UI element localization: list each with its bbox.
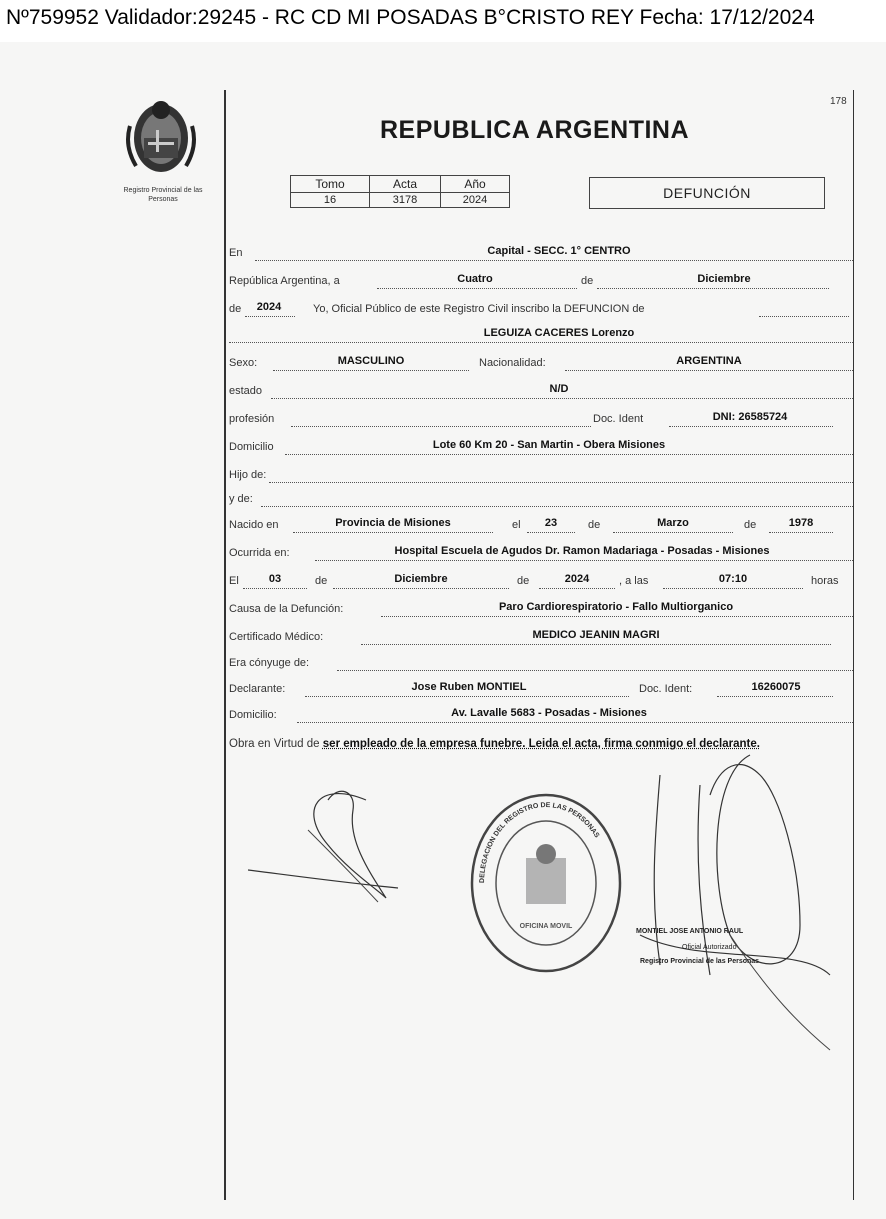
- value-cause: Paro Cardiorespiratorio - Fallo Multiorganico: [498, 601, 734, 613]
- label-sex: Sexo:: [229, 357, 258, 369]
- value-civil-status: N/D: [549, 383, 569, 395]
- validation-header: Nº759952 Validador:29245 - RC CD MI POSADAS B°CRISTO REY Fecha: 17/12/2024: [0, 0, 886, 42]
- value-birth-year: 1978: [788, 517, 814, 529]
- tomo-value: 16: [291, 193, 370, 208]
- coat-of-arms-emblem: [122, 96, 200, 178]
- label-declarant: Declarante:: [229, 683, 286, 695]
- label-certificate: Certificado Médico:: [229, 631, 324, 643]
- row-father: [229, 467, 853, 485]
- value-death-time: 07:10: [718, 573, 748, 585]
- value-nationality: ARGENTINA: [676, 355, 742, 367]
- acta-header: Acta: [370, 176, 441, 193]
- tomo-acta-anio-table: [290, 175, 510, 208]
- label-mother: y de:: [229, 493, 253, 505]
- row-death-date: [229, 573, 853, 591]
- official-name: MONTIEL JOSE ANTONIO RAUL: [636, 928, 744, 935]
- anio-value: 2024: [441, 193, 510, 208]
- value-death-day: 03: [268, 573, 282, 585]
- value-year: 2024: [256, 301, 282, 313]
- label-nationality: Nacionalidad:: [479, 357, 546, 369]
- stamp-ring-text: DELEGACION DEL REGISTRO DE LAS PERSONAS: [478, 801, 601, 884]
- row-declarant: [229, 681, 853, 699]
- label-spouse: Era cónyuge de:: [229, 657, 310, 669]
- value-location: Capital - SECC. 1° CENTRO: [487, 245, 631, 257]
- declarant-signature: [248, 770, 418, 910]
- label-de2: de: [229, 303, 242, 315]
- value-death-month: Diciembre: [394, 573, 448, 585]
- label-el: el: [512, 519, 521, 531]
- registry-caption: Registro Provincial de las Personas: [123, 187, 203, 203]
- value-birth-day: 23: [544, 517, 558, 529]
- value-birth-month: Marzo: [657, 517, 689, 529]
- official-signature: [600, 735, 850, 1055]
- value-death-year: 2024: [564, 573, 590, 585]
- label-address: Domicilio: [229, 441, 274, 453]
- label-de5: de: [315, 575, 328, 587]
- tomo-header: Tomo: [291, 176, 370, 193]
- label-de4: de: [744, 519, 757, 531]
- anio-header: Año: [441, 176, 510, 193]
- value-deceased-name: LEGUIZA CACERES Lorenzo: [483, 327, 635, 339]
- acta-value: 3178: [370, 193, 441, 208]
- left-margin-line: [224, 90, 226, 1200]
- label-declarant-address: Domicilio:: [229, 709, 277, 721]
- official-title: Oficial Autorizado: [682, 944, 737, 951]
- label-born: Nacido en: [229, 519, 279, 531]
- row-spouse: [229, 655, 853, 673]
- value-certificate: MEDICO JEANIN MAGRI: [532, 629, 660, 641]
- label-doc2: Doc. Ident:: [639, 683, 693, 695]
- label-de6: de: [517, 575, 530, 587]
- row-civil-status: [229, 383, 853, 401]
- label-republica: República Argentina, a: [229, 275, 340, 287]
- row-declarant-address: [229, 707, 853, 725]
- label-father: Hijo de:: [229, 469, 267, 481]
- label-occurred: Ocurrida en:: [229, 547, 290, 559]
- label-cause: Causa de la Defunción:: [229, 603, 344, 615]
- row-date: [229, 273, 853, 291]
- row-place-of-death: [229, 545, 853, 563]
- row-location: [229, 245, 853, 263]
- value-place-of-death: Hospital Escuela de Agudos Dr. Ramon Madariaga - Posadas - Misiones: [394, 545, 770, 557]
- row-oficial: [229, 301, 853, 319]
- label-civil-status: estado: [229, 385, 263, 397]
- page-number: 178: [830, 96, 847, 107]
- row-cause: [229, 601, 853, 619]
- record-type-box: DEFUNCIÓN: [589, 177, 825, 209]
- obra-prefix: Obra en Virtud de: [229, 738, 320, 750]
- oficial-text: Yo, Oficial Público de este Registro Civil inscribo la DEFUNCION de: [313, 303, 645, 315]
- row-certificate: [229, 629, 853, 647]
- value-doc: DNI: 26585724: [712, 411, 788, 423]
- obra-bold-text: ser empleado de la empresa funebre. Leida el acta, firma conmigo el declarante.: [322, 738, 760, 750]
- label-hours: horas: [811, 575, 839, 587]
- document-title: REPUBLICA ARGENTINA: [380, 116, 690, 144]
- value-birthplace: Provincia de Misiones: [335, 517, 451, 529]
- label-de3: de: [588, 519, 601, 531]
- value-sex: MASCULINO: [337, 355, 405, 367]
- value-month: Diciembre: [697, 273, 751, 285]
- value-declarant-address: Av. Lavalle 5683 - Posadas - Misiones: [451, 707, 647, 719]
- label-doc: Doc. Ident: [593, 413, 644, 425]
- value-address: Lote 60 Km 20 - San Martin - Obera Misiones: [432, 439, 666, 451]
- row-sex-nationality: [229, 355, 853, 373]
- label-at: , a las: [619, 575, 649, 587]
- label-de: de: [581, 275, 594, 287]
- row-profession-doc: [229, 411, 853, 429]
- value-doc2: 16260075: [751, 681, 801, 693]
- label-profession: profesión: [229, 413, 275, 425]
- row-name: [229, 327, 853, 345]
- value-declarant: Jose Ruben MONTIEL: [411, 681, 527, 693]
- stamp-inner-text: OFICINA MOVIL: [519, 923, 573, 930]
- row-mother: [229, 491, 853, 509]
- right-margin-line: [853, 90, 854, 1200]
- value-day: Cuatro: [457, 273, 493, 285]
- row-birth: [229, 517, 853, 535]
- label-el2: El: [229, 575, 239, 587]
- label-en: En: [229, 247, 243, 259]
- official-registry: Registro Provincial de las Personas: [640, 958, 760, 965]
- row-address: [229, 439, 853, 457]
